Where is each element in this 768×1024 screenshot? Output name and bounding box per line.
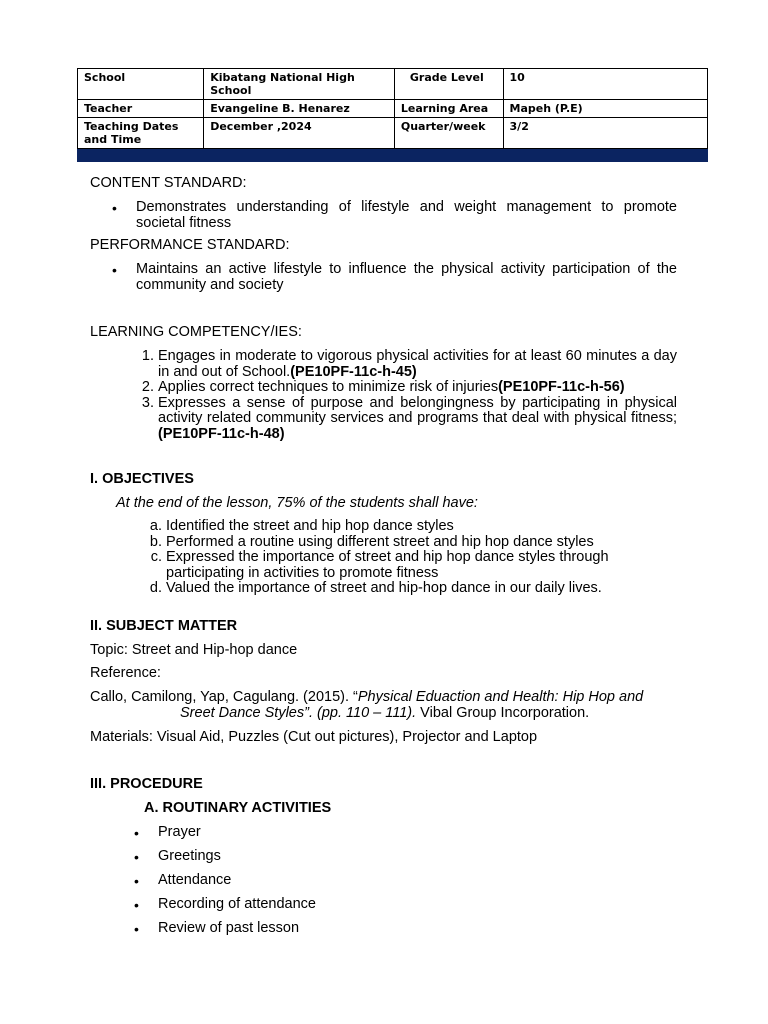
teacher-value: Evangeline B. Henarez [204,100,395,118]
procedure-item: Greetings [158,848,221,864]
header-row-dates [78,118,708,149]
objective-item [150,549,636,581]
header-table [77,68,708,162]
competency-number: 1. [141,348,154,364]
bullet-icon: • [134,825,139,841]
objective-letter: b. [149,533,162,550]
competency-item [141,394,677,443]
reference-title: Physical Eduaction and Health: Hip Hop and [357,689,644,705]
competency-code: (PE10PF-11c-h-45) [290,363,417,380]
bullet-icon: • [134,873,139,889]
dates-label: Teaching Dates and Time [78,118,204,149]
teacher-label: Teacher [78,100,204,118]
dates-value: December ,2024 [204,118,395,149]
competency-number: 3. [141,394,154,411]
reference-title-cont: Sreet Dance Styles”. (pp. 110 – 111). [180,705,417,721]
quarter-week-label: Quarter/week [394,118,503,149]
bullet-icon: • [134,897,139,913]
reference-authors: Callo, Camilong, Yap, Cagulang. (2015). “ [90,689,358,705]
procedure-item: Prayer [158,824,201,840]
school-label: School [78,69,204,100]
bullet-icon: • [134,921,139,937]
competencies-list [141,348,677,442]
competency-number: 2. [141,379,154,395]
objective-text: Valued the importance of street and hip-hop dance in our daily lives. [166,580,602,596]
subject-matter-heading: II. SUBJECT MATTER [90,618,238,634]
routinary-heading [144,801,734,817]
grade-level-label: Grade Level [394,69,503,100]
quarter-week-value: 3/2 [503,118,707,149]
objective-text: Expressed the importance of street and hip hop dance styles through participating in activities to promote fitness [166,549,609,581]
objective-text: Performed a routine using different street and hip hop dance styles [166,533,594,550]
objectives-list [149,518,666,597]
objective-letter: a. [149,518,162,534]
objectives-intro: At the end of the lesson, 75% of the students shall have: [116,495,478,511]
routinary-letter: A. [144,800,159,816]
competencies-heading: LEARNING COMPETENCY/IES: [90,324,302,340]
materials-line: Materials: Visual Aid, Puzzles (Cut out pictures), Projector and Laptop [90,729,538,745]
objective-text: Identified the street and hip hop dance styles [166,518,454,534]
objective-item [149,533,666,551]
learning-area-value: Mapeh (P.E) [503,100,707,118]
reference-publisher: Vibal Group Incorporation. [416,705,590,721]
procedure-item: Recording of attendance [158,896,316,912]
objective-item [149,580,666,597]
performance-standard-heading: PERFORMANCE STANDARD: [90,237,290,253]
header-row-school [78,69,708,100]
competency-code: (PE10PF-11c-h-56) [498,379,625,395]
reference-citation-cont [180,706,768,722]
competency-item [141,348,677,380]
procedure-heading: III. PROCEDURE [90,776,203,792]
competency-text: Applies correct techniques to minimize risk of injuries [158,379,499,395]
objective-item [149,518,666,535]
procedure-item: Review of past lesson [158,920,300,936]
header-color-bar [78,149,708,162]
procedure-item: Attendance [158,872,232,888]
topic-line: Topic: Street and Hip-hop dance [90,642,298,658]
reference-citation [90,690,680,706]
objective-letter: c. [150,549,162,565]
school-value: Kibatang National High School [204,69,395,100]
competency-text: Engages in moderate to vigorous physical activities for at least 60 minutes a day in and out of School. [158,348,677,380]
learning-area-label: Learning Area [394,100,503,118]
grade-level-value: 10 [503,69,707,100]
reference-label: Reference: [90,665,161,681]
competency-item [141,379,677,396]
bullet-icon: • [112,262,117,278]
bullet-icon: • [134,849,139,865]
performance-standard-item: Maintains an active lifestyle to influence the physical activity participation of the community and society [136,261,677,293]
header-row-teacher [78,100,708,118]
competency-text: Expresses a sense of purpose and belongingness by participating in physical activity related community services and programs that deal with physical fitness; [158,394,677,426]
routinary-title: ROUTINARY ACTIVITIES [162,800,332,816]
bullet-icon: • [112,200,117,216]
content-standard-heading: CONTENT STANDARD: [90,175,247,191]
objective-letter: d. [149,580,162,596]
content-standard-item: Demonstrates understanding of lifestyle and weight management to promote societal fitness [136,199,677,231]
objectives-heading: I. OBJECTIVES [90,471,194,487]
competency-code: (PE10PF-11c-h-48) [158,425,285,442]
